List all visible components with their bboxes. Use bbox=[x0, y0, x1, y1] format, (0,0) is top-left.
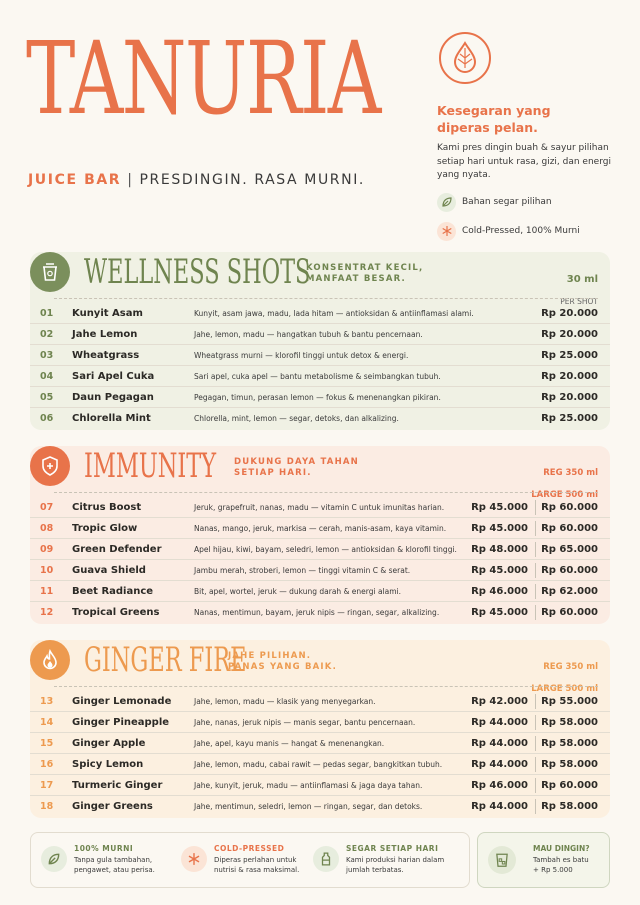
feature-cold-pressed-label: Cold-Pressed, 100% Murni bbox=[462, 226, 580, 236]
item-price-large: Rp 60.000 bbox=[541, 523, 598, 534]
item-description: Apel hijau, kiwi, bayam, seledri, lemon — antioksidan & klorofil tinggi. bbox=[194, 545, 457, 554]
price-divider bbox=[535, 715, 536, 730]
price-divider bbox=[535, 542, 536, 557]
brand-subtitle bbox=[28, 172, 365, 188]
price-divider bbox=[535, 605, 536, 620]
item-number: 16 bbox=[40, 759, 54, 770]
item-description: Sari apel, cuka apel — bantu metabolisme & seimbangkan tubuh. bbox=[194, 372, 441, 381]
item-name: Ginger Lemonade bbox=[72, 696, 172, 707]
item-name: Tropic Glow bbox=[72, 523, 138, 534]
price-divider bbox=[535, 563, 536, 578]
item-description: Wheatgrass murni — klorofil tinggi untuk detox & energi. bbox=[194, 351, 409, 360]
item-price-large: Rp 62.000 bbox=[541, 586, 598, 597]
item-number: 18 bbox=[40, 801, 54, 812]
item-number: 01 bbox=[40, 308, 54, 319]
brand-header bbox=[26, 18, 504, 140]
item-name: Citrus Boost bbox=[72, 502, 142, 513]
item-description: Jahe, lemon, madu, cabai rawit — pedas segar, bangkitkan tubuh. bbox=[194, 760, 443, 769]
item-price: Rp 20.000 bbox=[541, 392, 598, 403]
menu-list bbox=[30, 691, 610, 817]
shield-plus-icon bbox=[30, 446, 70, 486]
price-divider bbox=[535, 757, 536, 772]
section-tagline: DUKUNG DAYA TAHAN SETIAP HARI. bbox=[234, 457, 359, 478]
item-number: 09 bbox=[40, 544, 54, 555]
menu-row bbox=[30, 539, 610, 560]
item-description: Jambu merah, stroberi, lemon — tinggi vitamin C & serat. bbox=[194, 566, 411, 575]
item-number: 05 bbox=[40, 392, 54, 403]
footer-feature-body: Tanpa gula tambahan, pengawet, atau perisa. bbox=[74, 856, 155, 874]
section-header bbox=[30, 640, 610, 694]
item-price: Rp 25.000 bbox=[541, 350, 598, 361]
item-name: Spicy Lemon bbox=[72, 759, 144, 770]
menu-row bbox=[30, 754, 610, 775]
item-price-regular: Rp 46.000 bbox=[471, 780, 528, 791]
section-ginger-fire bbox=[30, 640, 610, 818]
item-name: Ginger Pineapple bbox=[72, 717, 170, 728]
menu-row bbox=[30, 497, 610, 518]
item-description: Jahe, nanas, jeruk nipis — manis segar, bantu pencernaan. bbox=[194, 718, 416, 727]
item-name: Ginger Apple bbox=[72, 738, 146, 749]
item-description: Pegagan, timun, perasan lemon — fokus & menenangkan pikiran. bbox=[194, 393, 441, 402]
item-price-regular: Rp 45.000 bbox=[471, 502, 528, 513]
footer-feature-body: Diperas perlahan untuk nutrisi & rasa maksimal. bbox=[214, 856, 300, 874]
item-name: Daun Pegagan bbox=[72, 392, 154, 403]
ice-cup-icon bbox=[488, 846, 516, 874]
item-name: Guava Shield bbox=[72, 565, 146, 576]
footer-features bbox=[30, 832, 470, 888]
item-price-large: Rp 60.000 bbox=[541, 502, 598, 513]
price-divider bbox=[535, 584, 536, 599]
menu-row bbox=[30, 366, 610, 387]
item-name: Tropical Greens bbox=[72, 607, 160, 618]
item-name: Beet Radiance bbox=[72, 586, 154, 597]
cup-icon bbox=[30, 252, 70, 292]
snowflake-icon bbox=[437, 222, 456, 241]
item-price-regular: Rp 44.000 bbox=[471, 738, 528, 749]
price-divider bbox=[535, 778, 536, 793]
hero-body: Kami pres dingin buah & sayur pilihan setiap hari untuk rasa, gizi, dan energi yang nyata. bbox=[437, 143, 611, 180]
item-price-large: Rp 58.000 bbox=[541, 738, 598, 749]
item-number: 02 bbox=[40, 329, 54, 340]
ice-addon-box bbox=[477, 832, 610, 888]
item-name: Kunyit Asam bbox=[72, 308, 143, 319]
footer-feature-body: Kami produksi harian dalam jumlah terbatas. bbox=[346, 856, 445, 874]
item-description: Jahe, lemon, madu — hangatkan tubuh & bantu pencernaan. bbox=[194, 330, 423, 339]
section-wellness-shots bbox=[30, 252, 610, 430]
item-price-large: Rp 55.000 bbox=[541, 696, 598, 707]
flame-icon bbox=[30, 640, 70, 680]
item-name: Turmeric Ginger bbox=[72, 780, 163, 791]
item-price-large: Rp 60.000 bbox=[541, 607, 598, 618]
menu-row bbox=[30, 408, 610, 429]
footer-feature-title: COLD-PRESSED bbox=[214, 844, 285, 853]
item-number: 10 bbox=[40, 565, 54, 576]
item-price: Rp 20.000 bbox=[541, 371, 598, 382]
juice-drop-icon bbox=[439, 32, 491, 84]
item-price-large: Rp 60.000 bbox=[541, 565, 598, 576]
item-price: Rp 20.000 bbox=[541, 308, 598, 319]
menu-row bbox=[30, 387, 610, 408]
divider bbox=[54, 492, 598, 493]
section-header bbox=[30, 252, 610, 306]
item-number: 03 bbox=[40, 350, 54, 361]
item-description: Chlorella, mint, lemon — segar, detoks, dan alkalizing. bbox=[194, 414, 399, 423]
item-price-regular: Rp 45.000 bbox=[471, 565, 528, 576]
item-description: Jeruk, grapefruit, nanas, madu — vitamin C untuk imunitas harian. bbox=[194, 503, 445, 512]
feature-cold-pressed bbox=[437, 222, 627, 241]
item-name: Ginger Greens bbox=[72, 801, 153, 812]
brand-tagline: PRESDINGIN. RASA MURNI. bbox=[139, 172, 365, 188]
item-name: Chlorella Mint bbox=[72, 413, 151, 424]
section-header bbox=[30, 446, 610, 500]
item-price-regular: Rp 48.000 bbox=[471, 544, 528, 555]
section-title: GINGER FIRE bbox=[84, 640, 247, 680]
item-description: Jahe, apel, kayu manis — hangat & menenangkan. bbox=[194, 739, 385, 748]
item-number: 13 bbox=[40, 696, 54, 707]
size-large-label: LARGE 500 ml bbox=[531, 684, 598, 694]
item-description: Nanas, mentimun, bayam, jeruk nipis — ringan, segar, alkalizing. bbox=[194, 608, 440, 617]
item-description: Jahe, mentimun, seledri, lemon — ringan, segar, dan detoks. bbox=[194, 802, 423, 811]
item-price-regular: Rp 46.000 bbox=[471, 586, 528, 597]
item-price-large: Rp 58.000 bbox=[541, 801, 598, 812]
bottle-icon bbox=[313, 846, 339, 872]
menu-row bbox=[30, 303, 610, 324]
item-number: 14 bbox=[40, 717, 54, 728]
item-price-large: Rp 58.000 bbox=[541, 759, 598, 770]
item-number: 11 bbox=[40, 586, 54, 597]
item-description: Jahe, kunyit, jeruk, madu — antiinflamasi & jaga daya tahan. bbox=[194, 781, 423, 790]
item-number: 15 bbox=[40, 738, 54, 749]
price-divider bbox=[535, 521, 536, 536]
item-price-regular: Rp 44.000 bbox=[471, 717, 528, 728]
section-title: IMMUNITY bbox=[84, 446, 217, 486]
menu-row bbox=[30, 796, 610, 817]
menu-row bbox=[30, 345, 610, 366]
item-name: Sari Apel Cuka bbox=[72, 371, 155, 382]
section-immunity bbox=[30, 446, 610, 624]
item-price-regular: Rp 45.000 bbox=[471, 607, 528, 618]
section-title: WELLNESS SHOTS bbox=[84, 252, 311, 292]
item-price-large: Rp 65.000 bbox=[541, 544, 598, 555]
menu-row bbox=[30, 775, 610, 796]
price-divider bbox=[535, 694, 536, 709]
menu-list bbox=[30, 497, 610, 623]
footer-feature-title: SEGAR SETIAP HARI bbox=[346, 844, 439, 853]
menu-row bbox=[30, 712, 610, 733]
leaf-icon bbox=[437, 193, 456, 212]
price-divider bbox=[535, 500, 536, 515]
menu-row bbox=[30, 560, 610, 581]
footer-feature-title: 100% MURNI bbox=[74, 844, 134, 853]
menu-list bbox=[30, 303, 610, 429]
item-description: Bit, apel, wortel, jeruk — dukung darah & energi alami. bbox=[194, 587, 402, 596]
menu-row bbox=[30, 733, 610, 754]
size-regular-label: REG 350 ml bbox=[543, 662, 598, 672]
size-label: 30 ml bbox=[566, 274, 598, 285]
size-large-label: LARGE 500 ml bbox=[531, 490, 598, 500]
brand-subtitle-separator: | bbox=[127, 172, 134, 188]
item-price: Rp 25.000 bbox=[541, 413, 598, 424]
item-number: 07 bbox=[40, 502, 54, 513]
menu-row bbox=[30, 324, 610, 345]
item-number: 08 bbox=[40, 523, 54, 534]
item-price-regular: Rp 45.000 bbox=[471, 523, 528, 534]
ice-addon-title: MAU DINGIN? bbox=[533, 844, 590, 853]
hero-copy bbox=[437, 102, 627, 241]
item-number: 17 bbox=[40, 780, 54, 791]
item-description: Jahe, lemon, madu — klasik yang menyegarkan. bbox=[194, 697, 376, 706]
menu-row bbox=[30, 602, 610, 623]
item-price-regular: Rp 44.000 bbox=[471, 759, 528, 770]
feature-fresh bbox=[437, 193, 627, 212]
item-number: 04 bbox=[40, 371, 54, 382]
leaf-icon bbox=[41, 846, 67, 872]
hero-headline: Kesegaran yang diperas pelan. bbox=[437, 103, 551, 135]
divider bbox=[54, 686, 598, 687]
divider bbox=[54, 298, 598, 299]
menu-row bbox=[30, 691, 610, 712]
item-description: Kunyit, asam jawa, madu, lada hitam — antioksidan & antiinflamasi alami. bbox=[194, 309, 474, 318]
item-number: 06 bbox=[40, 413, 54, 424]
item-name: Jahe Lemon bbox=[72, 329, 138, 340]
price-divider bbox=[535, 736, 536, 751]
menu-row bbox=[30, 518, 610, 539]
item-price-large: Rp 60.000 bbox=[541, 780, 598, 791]
brand-title: TANURIA bbox=[26, 20, 380, 137]
item-price-large: Rp 58.000 bbox=[541, 717, 598, 728]
feature-fresh-label: Bahan segar pilihan bbox=[462, 197, 552, 207]
menu-row bbox=[30, 581, 610, 602]
price-divider bbox=[535, 799, 536, 814]
size-sub-label: PER SHOT bbox=[560, 297, 598, 306]
item-price-regular: Rp 44.000 bbox=[471, 801, 528, 812]
item-name: Green Defender bbox=[72, 544, 162, 555]
section-tagline: KONSENTRAT KECIL, MANFAAT BESAR. bbox=[306, 263, 424, 284]
item-description: Nanas, mango, jeruk, markisa — cerah, manis-asam, kaya vitamin. bbox=[194, 524, 447, 533]
ice-addon-body: Tambah es batu + Rp 5.000 bbox=[533, 856, 589, 874]
item-number: 12 bbox=[40, 607, 54, 618]
brand-subtitle-juice-bar: JUICE BAR bbox=[28, 172, 122, 188]
item-price-regular: Rp 42.000 bbox=[471, 696, 528, 707]
item-price: Rp 20.000 bbox=[541, 329, 598, 340]
size-regular-label: REG 350 ml bbox=[543, 468, 598, 478]
section-tagline: JAHE PILIHAN. PANAS YANG BAIK. bbox=[228, 651, 338, 672]
snowflake-icon bbox=[181, 846, 207, 872]
item-name: Wheatgrass bbox=[72, 350, 140, 361]
